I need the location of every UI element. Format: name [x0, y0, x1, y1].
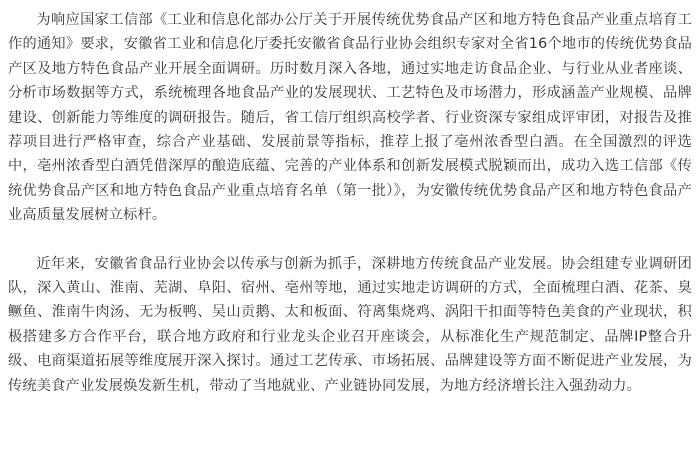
article-paragraph-1: 为响应国家工信部《工业和信息化部办公厅关于开展传统优势食品产区和地方特色食品产业重点培育工作的通知》要求，安徽省工业和信息化厅委托安徽省食品行业协会组织专家对全省16个地市的传统优势食品产区及地方特色食品产业开展全面调研。历时数月深入各地，通过实地走访食品企业、与行业从业者座谈、分析市场数据等方式，系统梳理各地食品产业的发展现状、工艺特色及市场潜力，形成涵盖产业规模、品牌建设、创新能力等维度的调研报告。随后，省工信厅组织高校学者、行业资深专家组成评审团，对报告及推荐项目进行严格审查，综合产业基础、发展前景等指标，推荐上报了亳州浓香型白酒。在全国激烈的评选中，亳州浓香型白酒凭借深厚的酿造底蕴、完善的产业体系和创新发展模式脱颖而出，成功入选工信部《传统优势食品产区和地方特色食品产业重点培育名单（第一批）》，为安徽传统优势食品产区和地方特色食品产业高质量发展树立标杆。 — [8, 12, 692, 224]
article-paragraph-2: 近年来，安徽省食品行业协会以传承与创新为抓手，深耕地方传统食品产业发展。协会组建专业调研团队，深入黄山、淮南、芜湖、阜阳、宿州、亳州等地，通过实地走访调研的方式，全面梳理白酒、花茶、臭鳜鱼、淮南牛肉汤、无为板鸭、吴山贡鹅、太和板面、符离集烧鸡、涡阳干扣面等特色美食的产业现状，积极搭建多方合作平台，联合地方政府和行业龙头企业召开座谈会，从标准化生产规范制定、品牌IP整合升级、电商渠道拓展等维度展开深入探讨。通过工艺传承、市场拓展、品牌建设等方面不断促进产业发展，为传统美食产业发展焕发新生机，带动了当地就业、产业链协同发展，为地方经济增长注入强劲动力。 — [8, 255, 692, 394]
paragraph-spacer — [8, 228, 692, 252]
